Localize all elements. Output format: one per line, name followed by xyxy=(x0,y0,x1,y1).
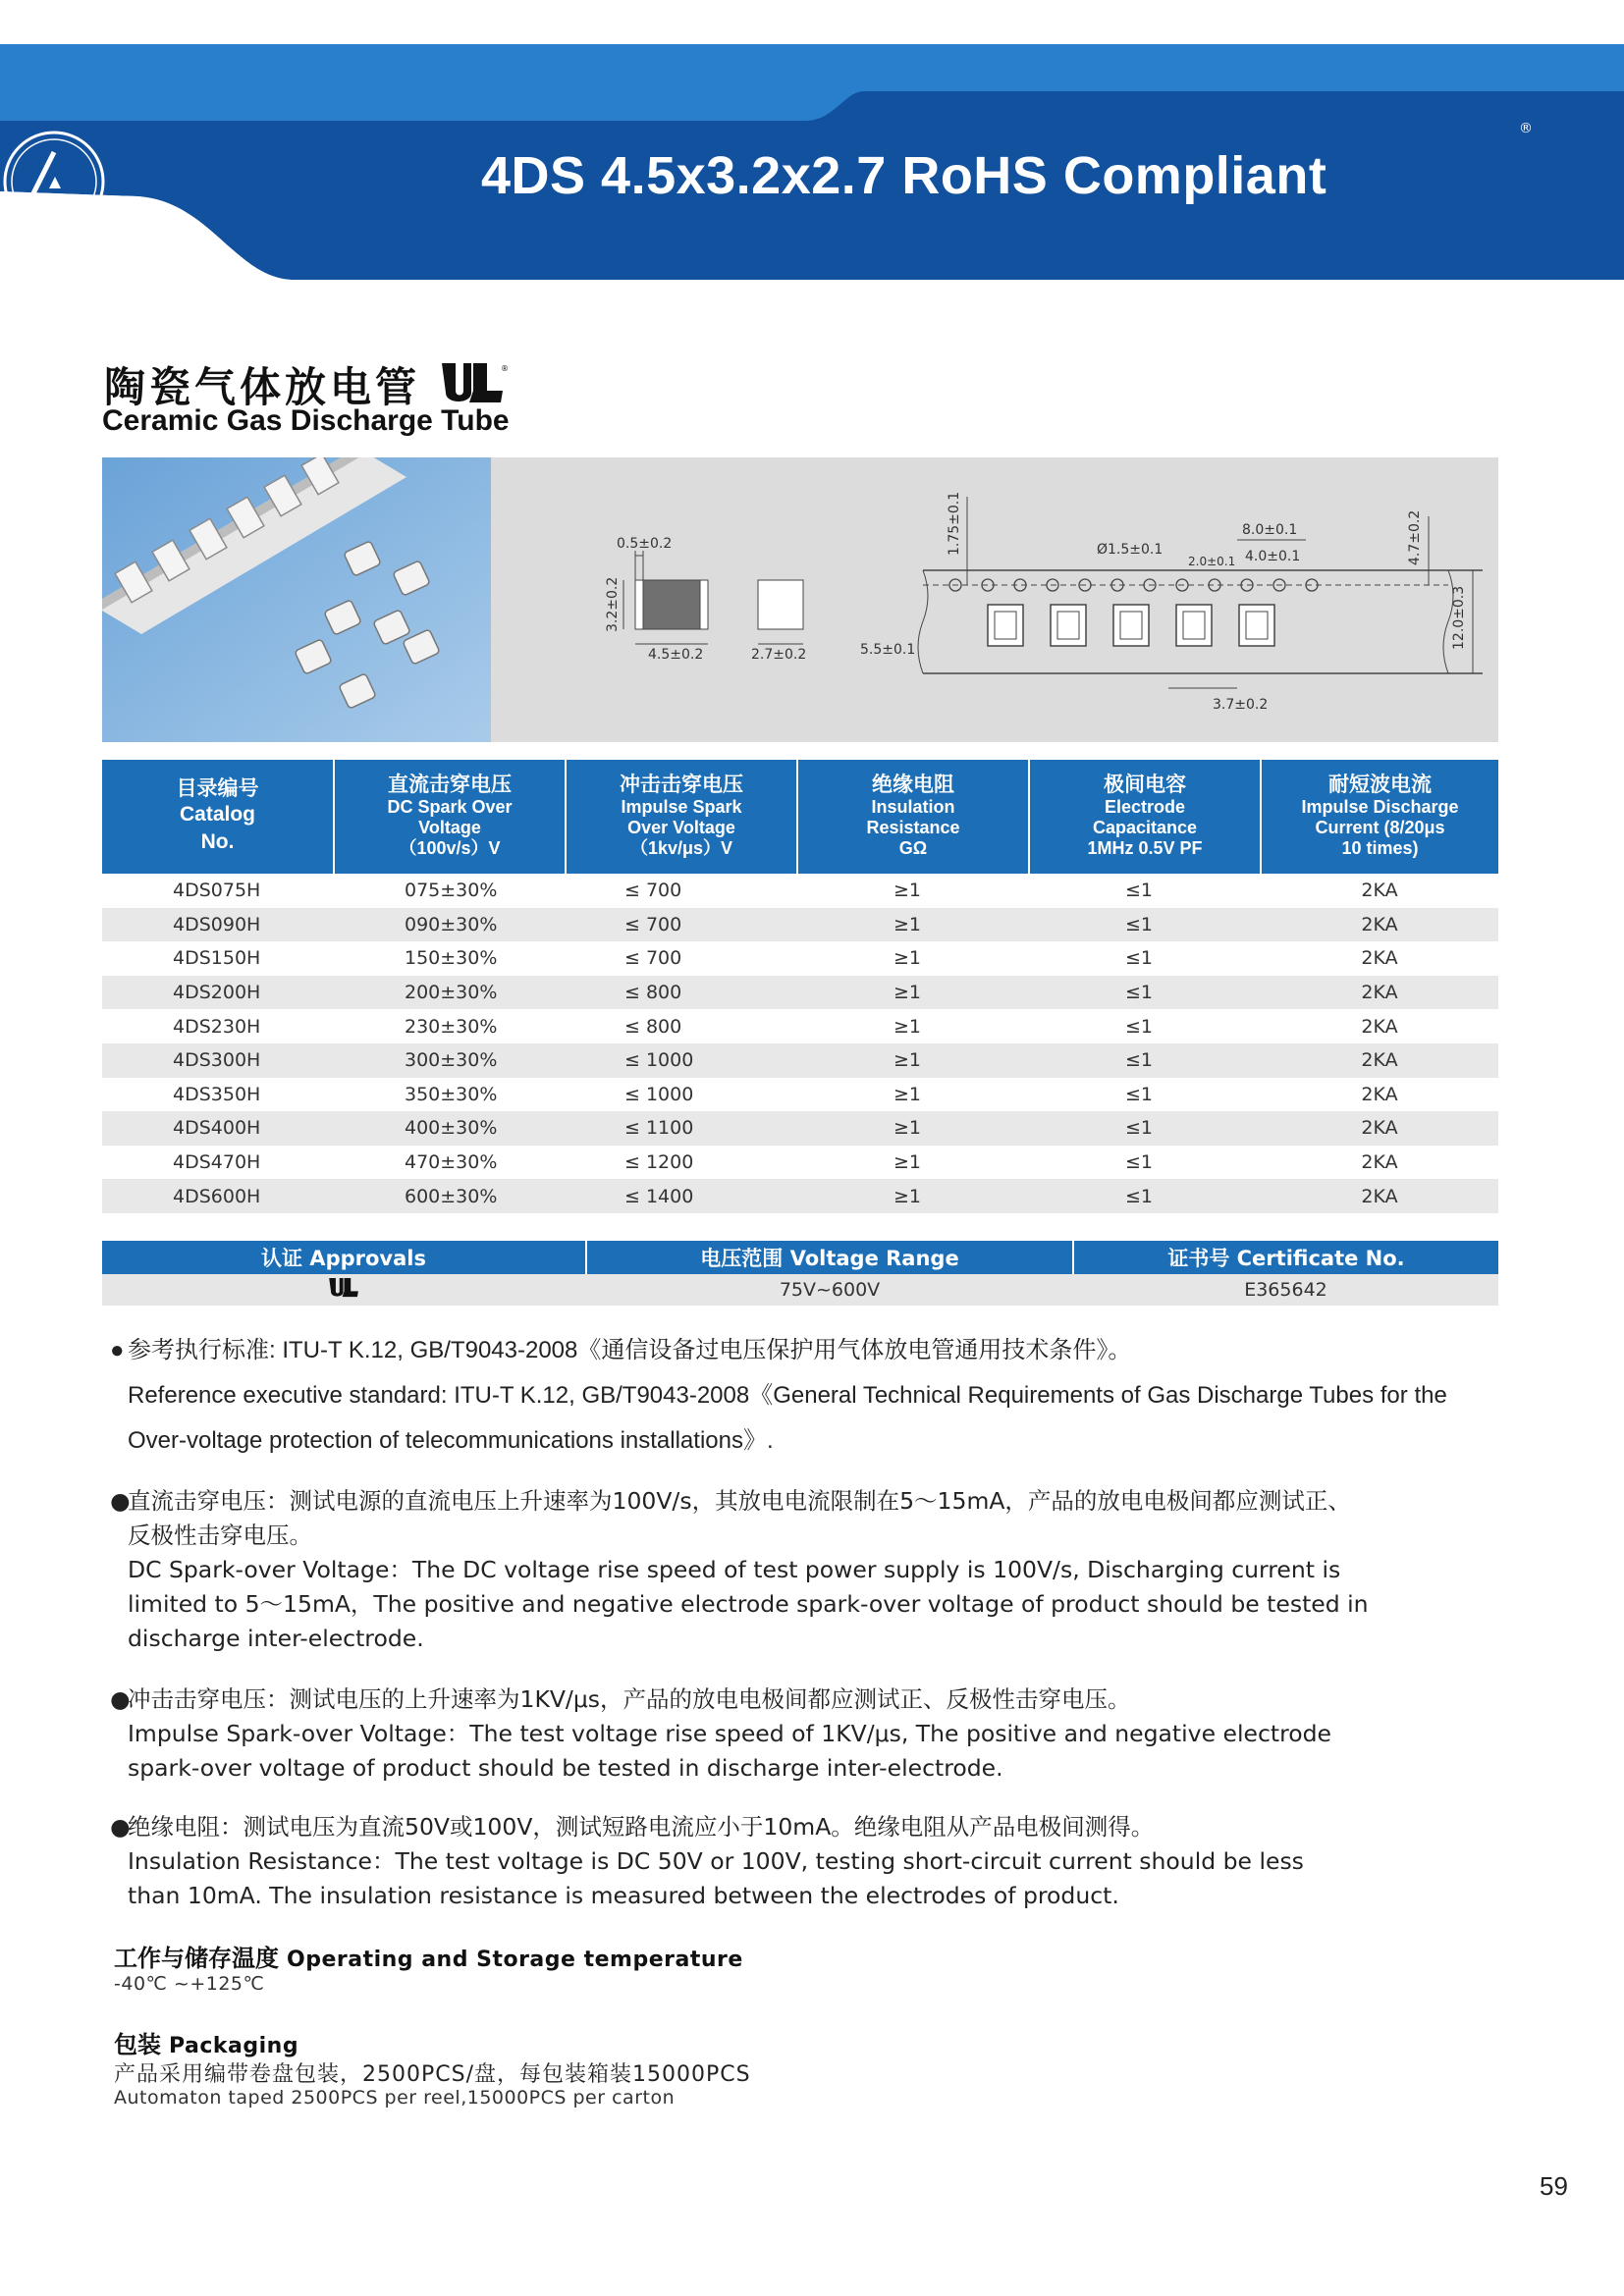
registered-mark: ® xyxy=(1519,121,1533,136)
cell-dc: 300±30% xyxy=(334,1043,566,1078)
spec-table-header xyxy=(102,760,1498,874)
spec-table xyxy=(102,760,1498,1213)
cell-capacitance: ≤1 xyxy=(1029,976,1261,1010)
cell-impulse: ≤ 800 xyxy=(566,976,797,1010)
cell-insulation: ≥1 xyxy=(797,1111,1029,1146)
cell-impulse: ≤ 1400 xyxy=(566,1179,797,1213)
cell-capacitance: ≤1 xyxy=(1029,1111,1261,1146)
page-number: 59 xyxy=(1540,2171,1568,2201)
cell-impulse: ≤ 700 xyxy=(624,947,682,970)
temperature-title: 工作与储存温度 Operating and Storage temperature xyxy=(114,1945,743,1972)
cell-impulse: ≤ 1200 xyxy=(624,1151,694,1174)
voltage-range-header: 电压范围 Voltage Range xyxy=(586,1241,1073,1274)
dim-d1: 0.5±0.2 xyxy=(617,536,673,552)
product-photo xyxy=(102,457,491,742)
cell-catalog: 4DS075H xyxy=(173,880,261,902)
table-row xyxy=(102,908,1498,942)
cell-capacitance: ≤1 xyxy=(1125,1151,1154,1174)
approval-ul-cell xyxy=(102,1274,586,1306)
dimension-drawing xyxy=(491,457,1498,742)
reference-standard-note: ● 参考执行标准: ITU-T K.12, GB/T9043-2008《通信设备过电压保护用气体放电管通用技术条件》。 Reference executive standard: ITU-T K.12, GB/T9043-2008《General Technical Requirements of Gas Discharge Tubes for the Over-voltage protection of telecommunications installations》. xyxy=(110,1337,1447,1454)
cell-capacitance: ≤1 xyxy=(1125,880,1154,902)
table-row xyxy=(102,1146,1498,1180)
cell-catalog: 4DS200H xyxy=(102,976,334,1010)
voltage-range-value: 75V~600V xyxy=(586,1274,1073,1306)
table-row xyxy=(102,874,1498,908)
insulation-resistance-note: ● 绝缘电阻：测试电压为直流50V或100V，测试短路电流应小于10mA。绝缘电阻从产品电极间测得。 Insulation Resistance：The test voltage is DC 50V or 100V, testing short-circuit current should be less than 10mA. The insulation resistance is measured between the electrodes of product. xyxy=(110,1813,1304,1909)
cell-insulation: ≥1 xyxy=(797,1043,1029,1078)
cell-capacitance: ≤1 xyxy=(1029,908,1261,942)
approvals-header: 认证 Approvals xyxy=(102,1241,586,1274)
product-title-en: Ceramic Gas Discharge Tube xyxy=(102,404,510,437)
dim-d6: 1.75±0.1 xyxy=(947,491,962,556)
cell-impulse: ≤ 800 xyxy=(624,1015,682,1038)
cell-insulation: ≥1 xyxy=(797,908,1029,942)
cell-dc: 150±30% xyxy=(405,947,498,970)
dim-d12: 12.0±0.3 xyxy=(1451,585,1467,650)
cell-catalog: 4DS470H xyxy=(173,1151,261,1174)
cell-impulse: ≤ 1000 xyxy=(566,1043,797,1078)
cell-catalog: 4DS400H xyxy=(102,1111,334,1146)
cell-impulse: ≤ 700 xyxy=(566,908,797,942)
cell-current: 2KA xyxy=(1361,1151,1398,1174)
cell-dc: 075±30% xyxy=(405,880,498,902)
cell-dc: 470±30% xyxy=(405,1151,498,1174)
cell-capacitance: ≤1 xyxy=(1125,947,1154,970)
cell-current: 2KA xyxy=(1261,908,1498,942)
table-row xyxy=(102,1078,1498,1112)
cell-capacitance: ≤1 xyxy=(1029,1179,1261,1213)
cell-dc: 200±30% xyxy=(334,976,566,1010)
cell-impulse: ≤ 700 xyxy=(624,880,682,902)
cell-dc: 230±30% xyxy=(405,1015,498,1038)
packaging-title: 包装 Packaging xyxy=(114,2031,299,2058)
col-insulation: 绝缘电阻 Insulation Resistance GΩ xyxy=(797,760,1029,874)
approvals-table xyxy=(102,1241,1498,1306)
table-row xyxy=(102,1009,1498,1043)
cell-current: 2KA xyxy=(1361,1015,1398,1038)
cell-impulse: ≤ 1000 xyxy=(624,1083,694,1105)
packaging-en: Automaton taped 2500PCS per reel,15000PCS per carton xyxy=(114,2087,676,2109)
dim-d13: 3.7±0.2 xyxy=(1213,697,1269,713)
col-catalog: 目录编号 Catalog No. xyxy=(102,760,334,874)
certificate-header: 证书号 Certificate No. xyxy=(1073,1241,1498,1274)
cell-dc: 400±30% xyxy=(334,1111,566,1146)
svg-text:®: ® xyxy=(501,364,509,373)
dim-d7: Ø1.5±0.1 xyxy=(1097,542,1164,558)
cell-current: 2KA xyxy=(1361,947,1398,970)
cell-capacitance: ≤1 xyxy=(1029,1043,1261,1078)
col-dc-spark-over: 直流击穿电压 DC Spark Over Voltage （100v/s）V xyxy=(334,760,566,874)
header-banner xyxy=(0,44,1624,285)
cell-catalog: 4DS350H xyxy=(173,1083,261,1105)
cell-catalog: 4DS300H xyxy=(102,1043,334,1078)
col-capacitance: 极间电容 Electrode Capacitance 1MHz 0.5V PF xyxy=(1029,760,1261,874)
dim-d2: 3.2±0.2 xyxy=(605,576,621,632)
dc-spark-over-note: ● 直流击穿电压：测试电源的直流电压上升速率为100V/s，其放电电流限制在5～15mA，产品的放电电极间都应测试正、 反极性击穿电压。 DC Spark-over Voltage：The DC voltage rise speed of test power supply is 100V/s, Discharging current is limited to 5～15mA，The positive and negative electrode spark-over voltage of product should be tested in discharge inter-electrode. xyxy=(110,1487,1369,1652)
dim-d9: 2.0±0.1 xyxy=(1188,555,1236,568)
cell-dc: 090±30% xyxy=(334,908,566,942)
col-impulse-spark-over: 冲击击穿电压 Impulse Spark Over Voltage （1kv/μs）V xyxy=(566,760,797,874)
col-discharge-current: 耐短波电流 Impulse Discharge Current (8/20μs 10 times) xyxy=(1261,760,1498,874)
cell-capacitance: ≤1 xyxy=(1125,1015,1154,1038)
dim-d10: 4.0±0.1 xyxy=(1245,549,1301,564)
table-row xyxy=(102,941,1498,976)
cell-impulse: ≤ 1100 xyxy=(566,1111,797,1146)
cell-catalog: 4DS090H xyxy=(102,908,334,942)
cell-insulation: ≥1 xyxy=(893,1151,922,1174)
cell-catalog: 4DS230H xyxy=(173,1015,261,1038)
table-row xyxy=(102,1179,1498,1213)
ul-mark-icon xyxy=(440,361,509,406)
temperature-value: -40℃ ~+125℃ xyxy=(114,1973,265,1995)
dim-d11: 4.7±0.2 xyxy=(1407,509,1423,565)
dim-d5: 5.5±0.1 xyxy=(860,642,916,658)
impulse-spark-over-note: ● 冲击击穿电压：测试电压的上升速率为1KV/μs，产品的放电电极间都应测试正、反极性击穿电压。 Impulse Spark-over Voltage：The test voltage rise speed of 1KV/μs, The positive and negative electrode spark-over voltage of product should be tested in discharge inter-electrode. xyxy=(110,1685,1331,1782)
cell-dc: 350±30% xyxy=(405,1083,498,1105)
header-title: 4DS 4.5x3.2x2.7 RoHS Compliant xyxy=(481,146,1327,205)
cell-insulation: ≥1 xyxy=(797,976,1029,1010)
cell-current: 2KA xyxy=(1261,976,1498,1010)
cell-current: 2KA xyxy=(1261,1179,1498,1213)
cell-capacitance: ≤1 xyxy=(1125,1083,1154,1105)
cell-current: 2KA xyxy=(1261,1111,1498,1146)
cell-current: 2KA xyxy=(1361,1083,1398,1105)
cell-current: 2KA xyxy=(1361,880,1398,902)
dim-d8: 8.0±0.1 xyxy=(1242,522,1298,538)
product-title-cn: 陶瓷气体放电管 xyxy=(104,363,421,411)
table-row xyxy=(102,1111,1498,1146)
ul-mark-icon xyxy=(328,1277,361,1299)
product-image-and-drawing xyxy=(102,457,1498,742)
cell-insulation: ≥1 xyxy=(797,1179,1029,1213)
cell-current: 2KA xyxy=(1261,1043,1498,1078)
cell-insulation: ≥1 xyxy=(893,880,922,902)
cell-insulation: ≥1 xyxy=(893,947,922,970)
cell-insulation: ≥1 xyxy=(893,1015,922,1038)
cell-catalog: 4DS600H xyxy=(102,1179,334,1213)
dim-d4: 2.7±0.2 xyxy=(751,647,807,663)
packaging-cn: 产品采用编带卷盘包装，2500PCS/盘，每包装箱装15000PCS xyxy=(114,2062,751,2087)
certificate-value: E365642 xyxy=(1073,1274,1498,1306)
company-logo-icon xyxy=(0,128,108,236)
dim-d3: 4.5±0.2 xyxy=(648,647,704,663)
table-row xyxy=(102,1043,1498,1078)
cell-catalog: 4DS150H xyxy=(173,947,261,970)
table-row xyxy=(102,976,1498,1010)
cell-dc: 600±30% xyxy=(334,1179,566,1213)
cell-insulation: ≥1 xyxy=(893,1083,922,1105)
